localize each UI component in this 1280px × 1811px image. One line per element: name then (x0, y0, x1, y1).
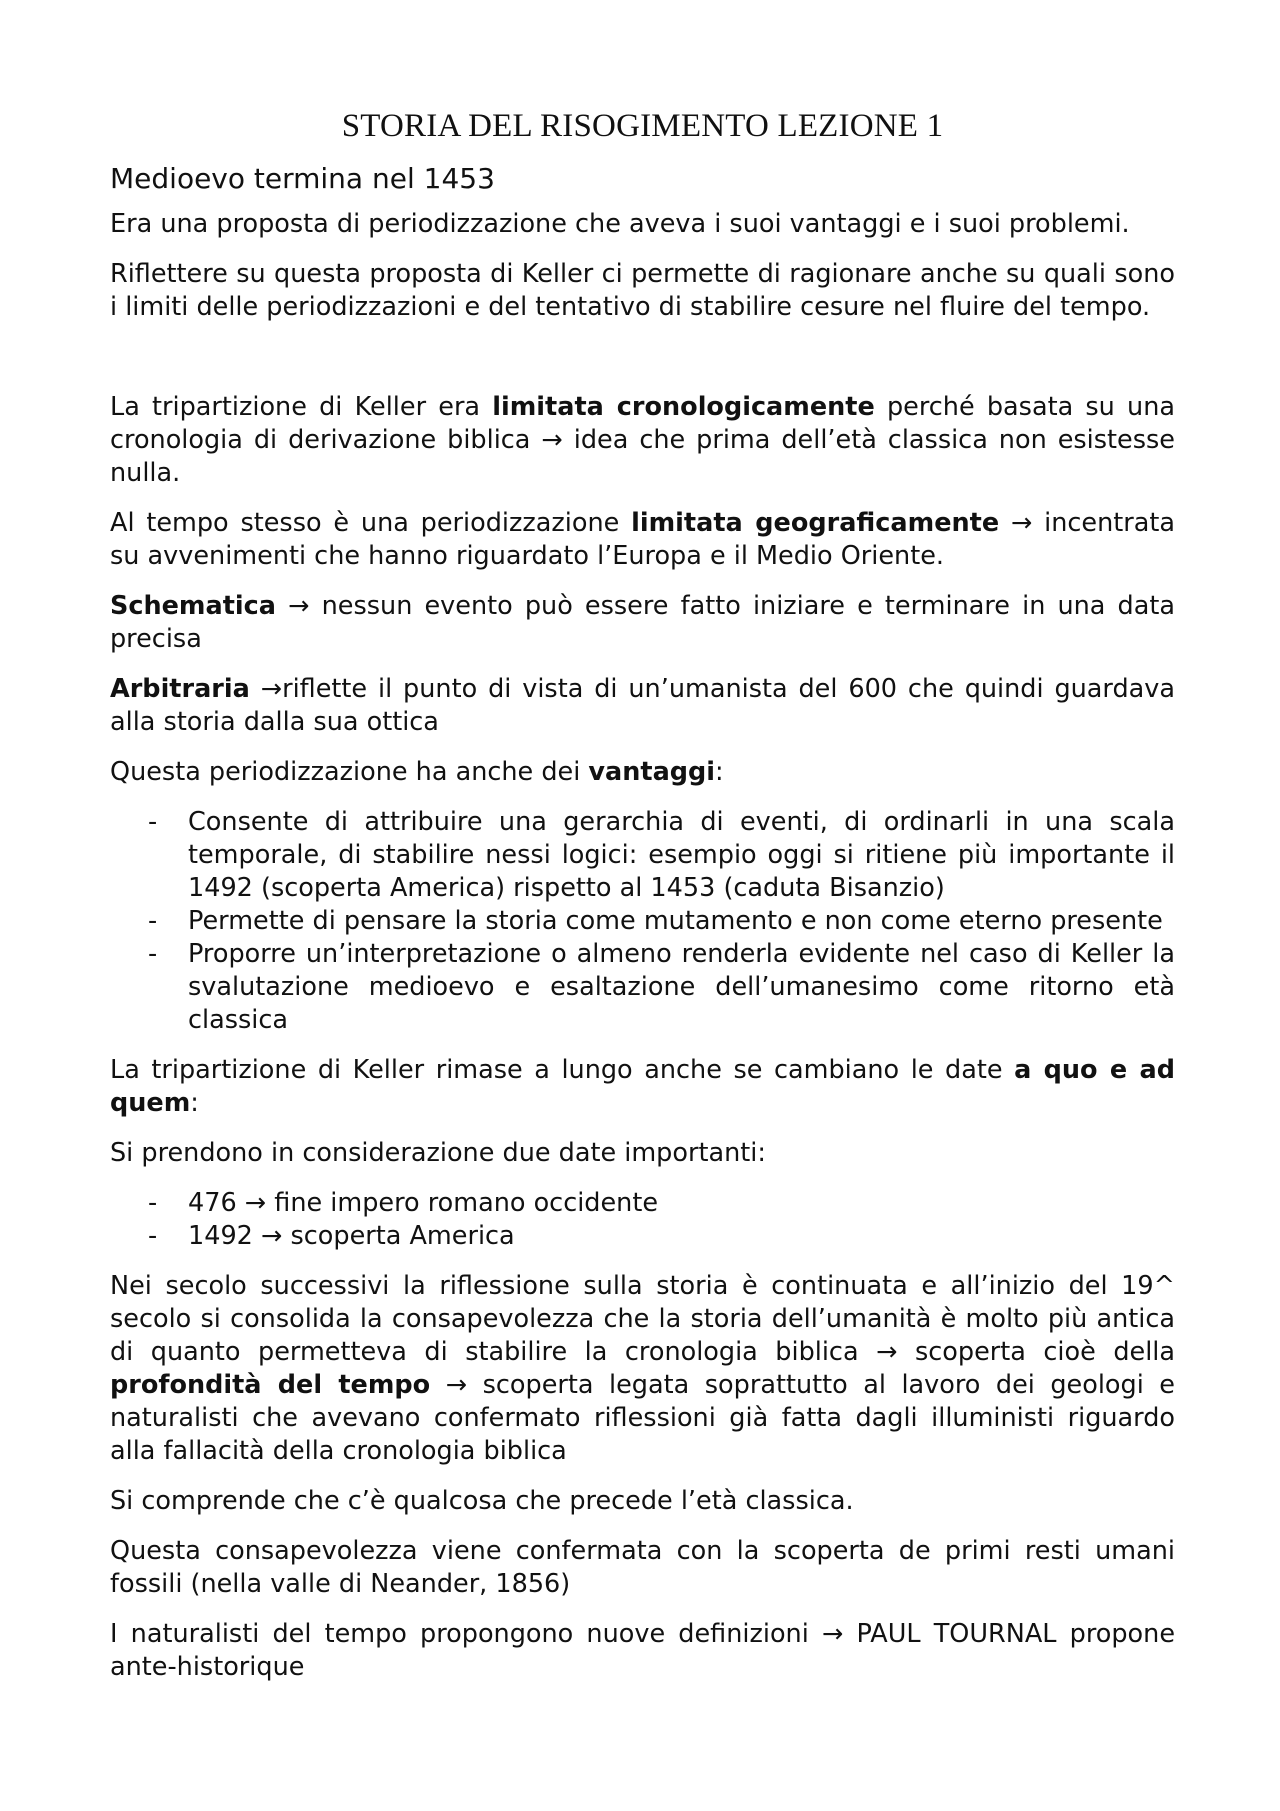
arrow-icon: → (261, 1221, 283, 1251)
dash-bullet: - (148, 939, 158, 969)
list-item: - 476 → fine impero romano occidente (148, 1188, 659, 1218)
dash-bullet: - (148, 906, 158, 936)
paragraph-intro: Era una proposta di periodizzazione che aveva i suoi vantaggi e i suoi problemi. (110, 209, 1130, 239)
arrow-icon: → (244, 1188, 267, 1218)
dash-bullet: - (148, 1221, 158, 1251)
arrow-icon: → (876, 1337, 898, 1367)
blank-spacer (110, 341, 1175, 391)
arrow-icon: → (288, 591, 310, 621)
bold-term: limitata cronologicamente (492, 392, 875, 422)
list-item: - Proporre un’interpretazione o almeno renderla evidente nel caso di Keller la svalutazione medioevo e esaltazione dell’umanesimo come ritorno età classica (148, 939, 1175, 1035)
paragraph-depth-of-time: Nei secolo successivi la riflessione sulla storia è continuata e all’inizio del 19^ secolo si consolida la consapevolezza che la storia dell’umanità è molto più antica di quanto permetteva di stabilire la cronologia biblica → scoperta cioè della profondità del tempo → scoperta legata soprattutto al lavoro dei geologi e naturalisti che avevano confermato riflessioni già fatta dagli illuministi riguardo alla fallacità della cronologia biblica (110, 1271, 1175, 1466)
arrow-icon: → (1010, 508, 1033, 538)
arrow-icon: → (541, 425, 563, 455)
bold-term: Schematica (110, 591, 276, 621)
paragraph-chronological-limit: La tripartizione di Keller era limitata cronologicamente perché basata su una cronologia di derivazione biblica → idea che prima dell’età classica non esistesse nulla. (110, 392, 1175, 488)
paragraph-reflection: Riflettere su questa proposta di Keller ci permette di ragionare anche su quali sono i limiti delle periodizzazioni e del tentativo di stabilire cesure nel fluire del tempo. (110, 259, 1175, 322)
list-item: - Consente di attribuire una gerarchia di eventi, di ordinarli in una scala temporale, di stabilire nessi logici: esempio oggi si ritiene più importante il 1492 (scoperta America) rispetto al 1453 (caduta Bisanzio) (148, 807, 1175, 903)
bold-term: Arbitraria (110, 674, 250, 704)
paragraph-arbitrary: Arbitraria →riflette il punto di vista di un’umanista del 600 che quindi guardava alla storia dalla sua ottica (110, 674, 1175, 737)
paragraph-precedes-classical: Si comprende che c’è qualcosa che precede l’età classica. (110, 1486, 854, 1516)
paragraph-tournal: I naturalisti del tempo propongono nuove definizioni → PAUL TOURNAL propone ante-historique (110, 1619, 1176, 1682)
dash-bullet: - (148, 807, 158, 837)
paragraph-advantages: Questa periodizzazione ha anche dei vantaggi: (110, 757, 724, 787)
dates-list (110, 1187, 1175, 1253)
bold-term: a quo e ad quem (110, 1055, 1175, 1118)
bold-term: vantaggi (588, 757, 716, 787)
advantages-list (110, 806, 1175, 1037)
bold-term: limitata geograficamente (631, 508, 1000, 538)
list-item: - Permette di pensare la storia come mutamento e non come eterno presente (148, 906, 1163, 936)
arrow-icon: → (821, 1619, 844, 1649)
paragraph-geographical-limit: Al tempo stesso è una periodizzazione limitata geograficamente → incentrata su avvenimenti che hanno riguardato l’Europa e il Medio Oriente. (110, 508, 1175, 571)
list-item: - 1492 → scoperta America (148, 1221, 515, 1251)
dash-bullet: - (148, 1188, 158, 1218)
paragraph-a-quo-ad-quem: La tripartizione di Keller rimase a lungo anche se cambiano le date a quo e ad quem: (110, 1055, 1175, 1118)
paragraph-dates-intro: Si prendono in considerazione due date importanti: (110, 1138, 766, 1168)
document-page (110, 104, 1175, 1701)
bold-term: profondità del tempo (110, 1370, 431, 1400)
arrow-icon: → (445, 1370, 468, 1400)
paragraph-schematic: Schematica → nessun evento può essere fatto iniziare e terminare in una data precisa (110, 591, 1175, 654)
arrow-icon: → (260, 674, 283, 704)
document-subtitle: Medioevo termina nel 1453 (110, 162, 495, 195)
paragraph-neander: Questa consapevolezza viene confermata con la scoperta de primi resti umani fossili (nella valle di Neander, 1856) (110, 1536, 1175, 1599)
document-title: STORIA DEL RISOGIMENTO LEZIONE 1 (341, 108, 944, 144)
